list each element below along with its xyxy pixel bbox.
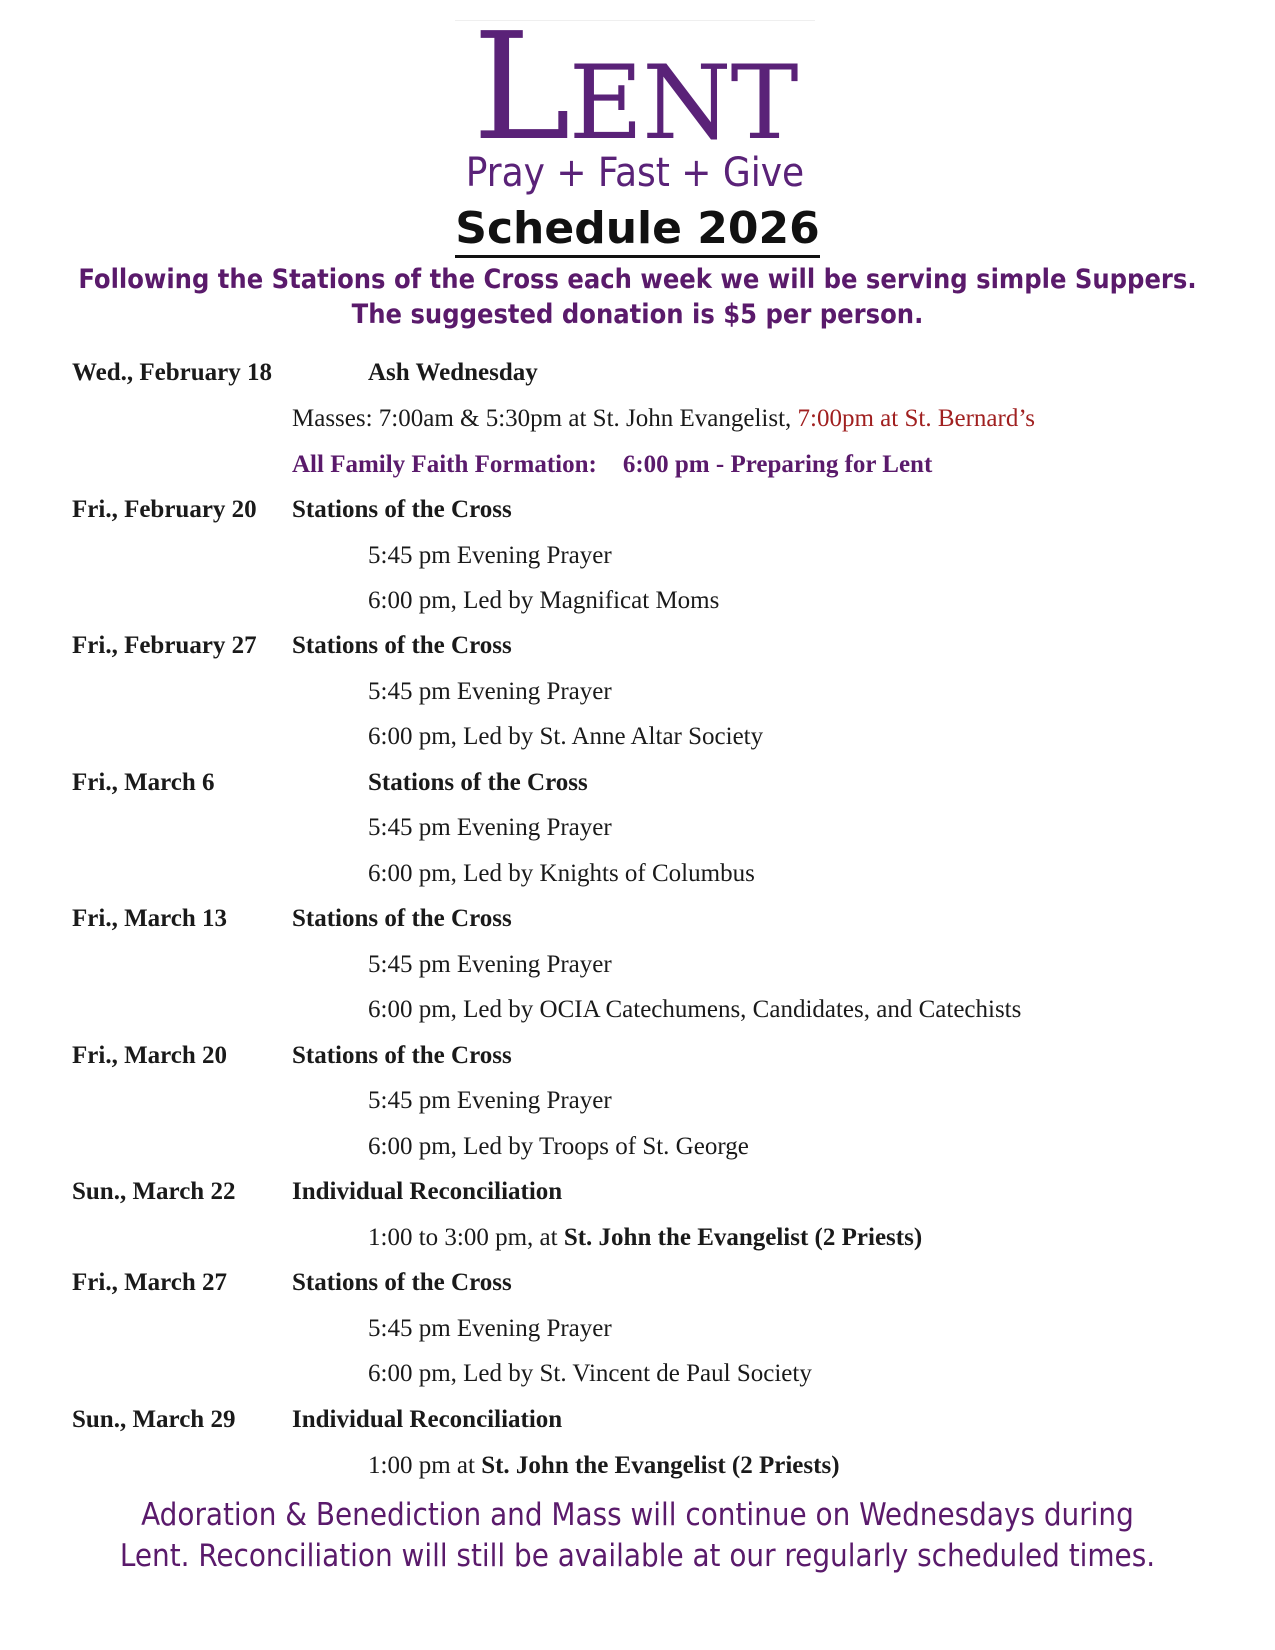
lent-logo [455, 1, 815, 209]
feb20-event: Stations of the Cross [292, 496, 512, 523]
mar6-event: Stations of the Cross [368, 769, 588, 796]
feb27-line-1: 5:45 pm Evening Prayer [368, 678, 612, 705]
feb20-date: Fri., February 20 [72, 496, 257, 523]
mar29-line-1: 1:00 pm at St. John the Evangelist (2 Priests) [368, 1452, 840, 1479]
closing-line-2: Lent. Reconciliation will still be available at our regularly scheduled times. [119, 1538, 1156, 1574]
logo-wordmark: LENT [472, 1, 798, 173]
mar22-line-1: 1:00 to 3:00 pm, at St. John the Evangelist (2 Priests) [368, 1224, 923, 1251]
ash-formation: All Family Faith Formation: 6:00 pm - Preparing for Lent [292, 451, 933, 478]
mar6-line-2: 6:00 pm, Led by Knights of Columbus [368, 860, 755, 887]
feb20-line-1: 5:45 pm Evening Prayer [368, 542, 612, 569]
mar13-date: Fri., March 13 [72, 905, 228, 932]
mar27-line-2: 6:00 pm, Led by St. Vincent de Paul Society [368, 1360, 812, 1387]
ash-masses: Masses: 7:00am & 5:30pm at St. John Evangelist, 7:00pm at St. Bernard’s [292, 405, 1036, 432]
mar6-line-1: 5:45 pm Evening Prayer [368, 814, 612, 841]
ash-event: Ash Wednesday [368, 359, 538, 386]
mar29-date: Sun., March 29 [72, 1406, 236, 1433]
mar22-event: Individual Reconciliation [292, 1178, 563, 1205]
mar22-date: Sun., March 22 [72, 1178, 236, 1205]
mar20-date: Fri., March 20 [72, 1042, 228, 1069]
feb27-date: Fri., February 27 [72, 632, 257, 659]
feb20-line-2: 6:00 pm, Led by Magnificat Moms [368, 587, 720, 614]
ash-masses-st-bernards: 7:00pm at St. Bernard’s [797, 405, 1036, 432]
closing-line-1: Adoration & Benediction and Mass will continue on Wednesdays during [141, 1497, 1134, 1533]
intro-line-1: Following the Stations of the Cross each week we will be serving simple Suppers. [78, 264, 1197, 295]
mar20-line-2: 6:00 pm, Led by Troops of St. George [368, 1133, 749, 1160]
feb27-event: Stations of the Cross [292, 632, 512, 659]
mar27-date: Fri., March 27 [72, 1269, 228, 1296]
intro-line-2: The suggested donation is $5 per person. [351, 299, 924, 330]
mar13-line-2: 6:00 pm, Led by OCIA Catechumens, Candidates, and Catechists [368, 996, 1022, 1023]
page-title: Schedule 2026 [0, 202, 1275, 256]
mar27-line-1: 5:45 pm Evening Prayer [368, 1315, 612, 1342]
mar13-event: Stations of the Cross [292, 905, 512, 932]
mar6-date: Fri., March 6 [72, 769, 215, 796]
mar20-line-1: 5:45 pm Evening Prayer [368, 1087, 612, 1114]
mar27-event: Stations of the Cross [292, 1269, 512, 1296]
mar20-event: Stations of the Cross [292, 1042, 512, 1069]
ash-date: Wed., February 18 [72, 359, 272, 386]
mar13-line-1: 5:45 pm Evening Prayer [368, 951, 612, 978]
feb27-line-2: 6:00 pm, Led by St. Anne Altar Society [368, 723, 764, 750]
logo-tagline: Pray + Fast + Give [465, 150, 805, 196]
mar29-event: Individual Reconciliation [292, 1406, 563, 1433]
